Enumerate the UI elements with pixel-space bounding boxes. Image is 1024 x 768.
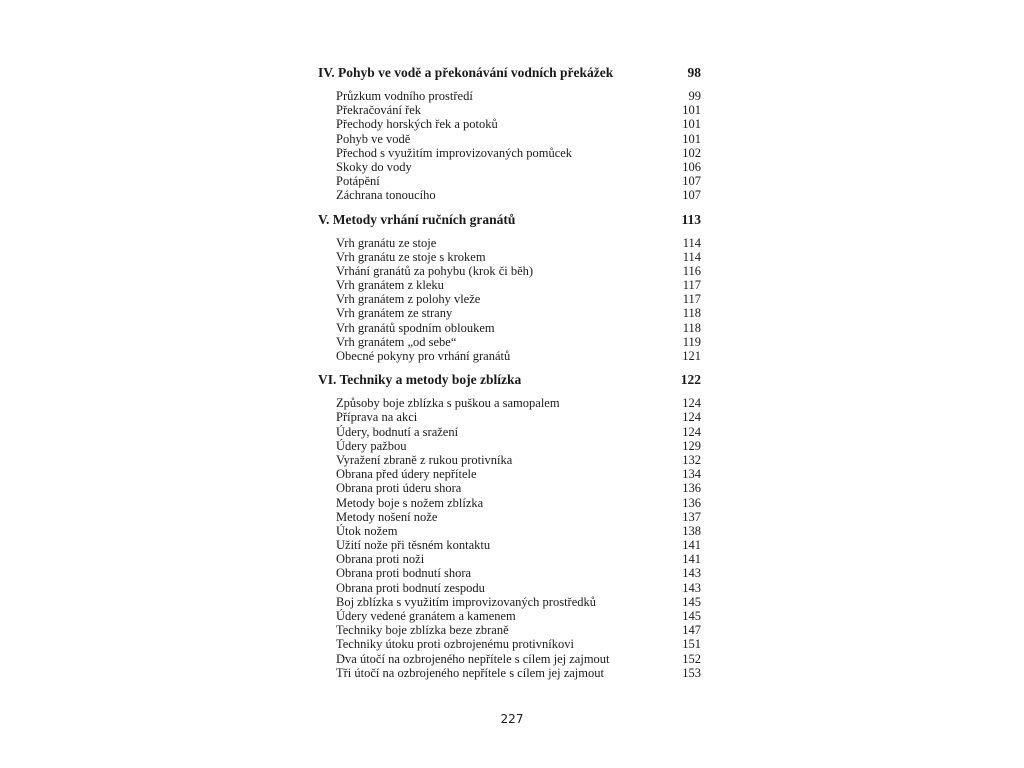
toc-entry-title: Obecné pokyny pro vrhání granátů xyxy=(336,349,511,363)
toc-entry-title: Metody nošení nože xyxy=(336,509,438,524)
toc-entry-title: Obrana proti noži xyxy=(336,552,425,567)
chapter-page-number: 122 xyxy=(680,372,701,388)
toc-entry-page: 102 xyxy=(682,145,701,160)
toc-entry xyxy=(318,425,704,439)
toc-entry-page: 117 xyxy=(682,278,701,293)
toc-entry-title: Způsoby boje zblízka s puškou a samopalem xyxy=(336,396,560,411)
toc-entry-page: 116 xyxy=(682,263,701,278)
toc-entry xyxy=(318,410,704,424)
toc-entry-title: Techniky boje zblízka beze zbraně xyxy=(336,623,509,638)
page-number: 227 xyxy=(500,712,524,726)
toc-entry xyxy=(318,453,704,467)
toc-entry xyxy=(318,439,704,453)
toc-entry-title: Metody boje s nožem zblízka xyxy=(336,495,484,510)
toc-entry xyxy=(318,496,704,510)
chapter-spacer xyxy=(318,203,704,211)
toc-entry-page: 118 xyxy=(682,320,701,335)
toc-entry-title: Obrana proti bodnutí zespodu xyxy=(336,580,485,595)
toc-entry-title: Vrh granátem z kleku xyxy=(336,278,444,293)
toc-entry-title: Průzkum vodního prostředí xyxy=(336,89,473,103)
toc-entry-title: Dva útočí na ozbrojeného nepřítele s cílem jej zajmout xyxy=(336,651,610,666)
toc-entry-title: Vrh granátu ze stoje xyxy=(336,235,437,250)
toc-entry-title: Boj zblízka s využitím improvizovaných prostředků xyxy=(336,594,597,609)
toc-entry-page: 138 xyxy=(682,523,701,538)
toc-entry-page: 107 xyxy=(682,174,701,189)
chapter-heading xyxy=(318,211,704,228)
chapter-heading xyxy=(318,64,704,81)
toc-entry xyxy=(318,467,704,481)
toc-entry-page: 124 xyxy=(682,410,701,425)
toc-entry xyxy=(318,349,704,363)
toc-entry xyxy=(318,103,704,117)
toc-entry-title: Obrana před údery nepřítele xyxy=(336,467,477,482)
toc-entry xyxy=(318,566,704,580)
toc-entry-list xyxy=(318,89,704,203)
toc-entry xyxy=(318,174,704,188)
toc-entry xyxy=(318,89,704,103)
toc-entry-title: Vrh granátem „od sebe“ xyxy=(336,334,457,349)
toc-entry-page: 101 xyxy=(682,103,701,118)
chapter-page-number: 98 xyxy=(687,65,701,80)
toc-entry-title: Skoky do vody xyxy=(336,159,412,174)
toc-entry-page: 143 xyxy=(682,580,701,595)
toc-chapter xyxy=(318,64,704,211)
toc-entry xyxy=(318,481,704,495)
toc-entry-title: Obrana proti bodnutí shora xyxy=(336,566,472,581)
toc-entry-page: 119 xyxy=(682,334,701,349)
toc-entry-title: Překračování řek xyxy=(336,103,422,118)
toc-entry-page: 143 xyxy=(682,566,701,581)
toc-entry-title: Útok nožem xyxy=(336,523,398,538)
toc-entry-page: 124 xyxy=(682,424,701,439)
toc-entry-page: 106 xyxy=(682,159,701,174)
toc-entry xyxy=(318,117,704,131)
toc-entry-page: 153 xyxy=(682,665,701,680)
toc-entry-title: Obrana proti úderu shora xyxy=(336,481,462,496)
toc-entry-list xyxy=(318,236,704,364)
toc-entry xyxy=(318,637,704,651)
toc-entry-title: Příprava na akci xyxy=(336,410,418,425)
toc-entry-page: 99 xyxy=(688,89,701,103)
toc-entry-page: 141 xyxy=(682,538,701,553)
toc-entry-title: Údery, bodnutí a sražení xyxy=(336,424,459,439)
toc-entry xyxy=(318,146,704,160)
toc-entry-title: Vrh granátu ze stoje s krokem xyxy=(336,249,486,264)
toc-entry xyxy=(318,306,704,320)
toc-entry-title: Vrh granátem ze strany xyxy=(336,306,453,321)
toc-entry-page: 129 xyxy=(682,438,701,453)
toc-entry-page: 145 xyxy=(682,609,701,623)
chapter-title: V. Metody vrhání ručních granátů xyxy=(318,211,516,227)
toc-entry-title: Záchrana tonoucího xyxy=(336,188,436,203)
toc-entry-page: 114 xyxy=(682,235,701,250)
toc-entry xyxy=(318,623,704,637)
toc-entry-page: 132 xyxy=(682,452,701,467)
toc-entry xyxy=(318,581,704,595)
toc-entry xyxy=(318,264,704,278)
toc-entry-page: 118 xyxy=(682,306,701,321)
toc-entry-page: 145 xyxy=(682,594,701,609)
toc-entry xyxy=(318,396,704,410)
toc-entry-page: 141 xyxy=(682,552,701,567)
toc-entry xyxy=(318,236,704,250)
toc-entry xyxy=(318,292,704,306)
toc-entry-title: Přechody horských řek a potoků xyxy=(336,117,498,132)
toc-entry-title: Vrhání granátů za pohybu (krok či běh) xyxy=(336,263,534,278)
chapter-heading xyxy=(318,371,704,388)
chapter-title: VI. Techniky a metody boje zblízka xyxy=(318,372,522,388)
toc-entry-list xyxy=(318,396,704,680)
toc-entry-title: Pohyb ve vodě xyxy=(336,131,411,146)
toc-entry xyxy=(318,538,704,552)
toc-entry-page: 101 xyxy=(682,117,701,132)
toc-entry xyxy=(318,132,704,146)
toc-entry xyxy=(318,524,704,538)
toc-entry-title: Údery pažbou xyxy=(336,438,407,453)
chapter-spacer xyxy=(318,363,704,371)
toc-entry-page: 124 xyxy=(682,396,701,411)
toc-entry-page: 134 xyxy=(682,467,701,482)
toc-entry xyxy=(318,666,704,680)
toc-entry-title: Přechod s využitím improvizovaných pomůcek xyxy=(336,145,573,160)
toc-entry-title: Techniky útoku proti ozbrojenému protivníkovi xyxy=(336,637,574,652)
toc-entry xyxy=(318,595,704,609)
toc-entry xyxy=(318,321,704,335)
toc-entry xyxy=(318,278,704,292)
toc-entry-title: Vrh granátů spodním obloukem xyxy=(336,320,495,335)
toc-entry-page: 152 xyxy=(682,651,701,666)
chapter-page-number: 113 xyxy=(681,211,701,227)
toc-entry xyxy=(318,250,704,264)
toc-entry-page: 136 xyxy=(682,481,701,496)
toc-entry-page: 114 xyxy=(682,249,701,264)
toc-entry-title: Údery vedené granátem a kamenem xyxy=(336,609,516,623)
toc-entry-page: 121 xyxy=(682,349,701,363)
toc-entry xyxy=(318,510,704,524)
toc-entry-page: 136 xyxy=(682,495,701,510)
toc-entry-title: Tři útočí na ozbrojeného nepřítele s cílem jej zajmout xyxy=(336,665,604,680)
toc-chapter xyxy=(318,211,704,372)
toc-entry-page: 151 xyxy=(682,637,701,652)
table-of-contents xyxy=(318,64,704,680)
toc-entry-page: 107 xyxy=(682,188,701,203)
toc-entry-page: 101 xyxy=(682,131,701,146)
toc-entry xyxy=(318,160,704,174)
toc-entry-title: Užití nože při těsném kontaktu xyxy=(336,538,491,553)
toc-entry xyxy=(318,188,704,202)
toc-entry-title: Potápění xyxy=(336,174,380,189)
toc-entry xyxy=(318,652,704,666)
chapter-title: IV. Pohyb ve vodě a překonávání vodních překážek xyxy=(318,65,614,80)
toc-entry xyxy=(318,609,704,623)
toc-entry-title: Vyražení zbraně z rukou protivníka xyxy=(336,452,513,467)
toc-entry xyxy=(318,335,704,349)
toc-entry xyxy=(318,552,704,566)
toc-entry-page: 117 xyxy=(682,292,701,307)
toc-entry-page: 137 xyxy=(682,509,701,524)
toc-entry-title: Vrh granátem z polohy vleže xyxy=(336,292,481,307)
toc-chapter xyxy=(318,371,704,680)
toc-entry-page: 147 xyxy=(682,623,701,638)
